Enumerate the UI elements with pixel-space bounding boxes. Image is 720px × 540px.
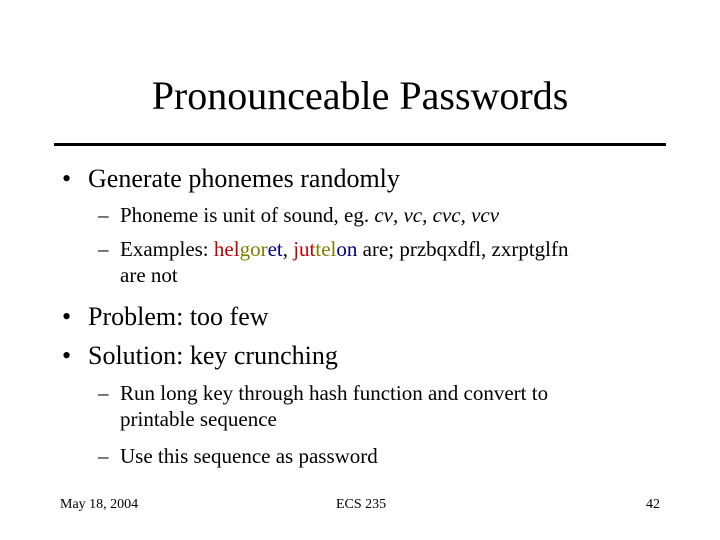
syllable-gor: gor bbox=[239, 237, 268, 261]
pattern-sep: , bbox=[422, 203, 433, 227]
pattern-cvc: cvc bbox=[432, 203, 461, 227]
bullet-glyph: • bbox=[62, 302, 72, 331]
bullet-text: Solution: key crunching bbox=[88, 341, 338, 370]
dash-glyph: – bbox=[98, 203, 109, 227]
sub-bullet-phoneme-definition bbox=[98, 202, 658, 228]
examples-rest: are; przbqxdfl, zxrptglfn bbox=[357, 237, 569, 261]
slide-title: Pronounceable Passwords bbox=[151, 73, 569, 118]
pattern-sep: , bbox=[460, 203, 472, 227]
sub-bullet-text: Use this sequence as password bbox=[120, 444, 378, 468]
syllable-hel: hel bbox=[213, 237, 240, 261]
title-divider bbox=[54, 143, 666, 146]
sub-bullet-text bbox=[120, 380, 658, 432]
pattern-sep: , bbox=[392, 203, 404, 227]
examples-comma: , bbox=[282, 237, 294, 261]
pattern-vcv: vcv bbox=[471, 203, 500, 227]
examples-prefix: Examples: bbox=[120, 237, 214, 261]
footer-page-number: 42 bbox=[646, 497, 660, 512]
syllable-et: et bbox=[267, 237, 283, 261]
footer-course: ECS 235 bbox=[336, 497, 387, 512]
dash-glyph: – bbox=[98, 381, 109, 405]
sub-bullet-text bbox=[120, 236, 658, 288]
bullet-glyph: • bbox=[62, 164, 72, 193]
bullet-glyph: • bbox=[62, 341, 72, 370]
hash-line-2: printable sequence bbox=[120, 407, 277, 431]
hash-line-1: Run long key through hash function and convert to bbox=[120, 381, 549, 405]
bullet-text: Generate phonemes randomly bbox=[88, 164, 400, 193]
bullet-text: Problem: too few bbox=[88, 302, 269, 331]
syllable-jut: jut bbox=[293, 237, 316, 261]
dash-glyph: – bbox=[98, 237, 109, 261]
sub-bullet-hash-function bbox=[98, 380, 658, 432]
sub-bullet-text bbox=[120, 202, 658, 228]
syllable-tel: tel bbox=[315, 237, 337, 261]
phoneme-prefix: Phoneme is unit of sound, eg. bbox=[120, 203, 375, 227]
pattern-cv: cv bbox=[374, 203, 393, 227]
syllable-on: on bbox=[336, 237, 358, 261]
footer-date: May 18, 2004 bbox=[60, 497, 139, 512]
sub-bullet-use-sequence bbox=[98, 443, 658, 469]
sub-bullet-examples bbox=[98, 236, 658, 288]
dash-glyph: – bbox=[98, 444, 109, 468]
pattern-vc: vc bbox=[403, 203, 423, 227]
examples-continuation: are not bbox=[120, 263, 178, 287]
